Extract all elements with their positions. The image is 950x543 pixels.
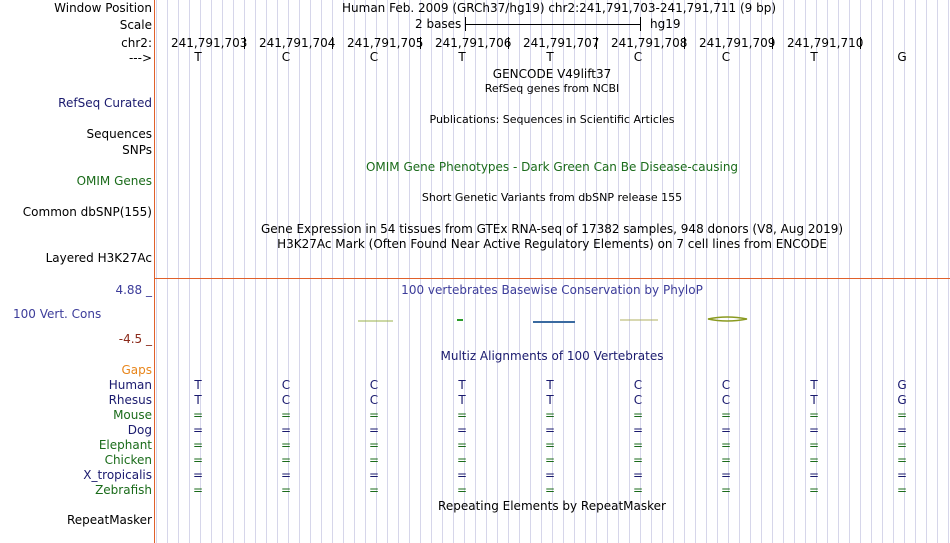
grid-line (717, 0, 718, 543)
species-label-human[interactable]: Human (108, 378, 152, 392)
refseq-subtitle[interactable]: RefSeq genes from NCBI (484, 82, 620, 95)
h3k27ac-title[interactable]: H3K27Ac Mark (Often Found Near Active Regulatory Elements) on 7 cell lines from ENCODE (277, 237, 827, 251)
alignment-base: C (369, 378, 379, 392)
grid-line (772, 0, 773, 543)
grid-line (915, 0, 916, 543)
coordinate-label: 241,791,710 (787, 36, 864, 50)
track-divider (155, 278, 950, 279)
scale-label[interactable]: Scale (119, 18, 152, 32)
alignment-base: G (897, 393, 907, 407)
species-label-mouse[interactable]: Mouse (113, 408, 152, 422)
alignment-base: C (633, 393, 643, 407)
species-label-elephant[interactable]: Elephant (98, 438, 152, 452)
alignment-base: = (456, 468, 468, 482)
alignment-base: = (632, 438, 644, 452)
grid-line (684, 0, 685, 543)
species-label-rhesus[interactable]: Rhesus (108, 393, 152, 407)
alignment-base: = (896, 483, 908, 497)
alignment-base: = (808, 483, 820, 497)
alignment-base: = (368, 453, 380, 467)
dbsnp-title[interactable]: Short Genetic Variants from dbSNP release 155 (421, 191, 683, 204)
species-label-chicken[interactable]: Chicken (104, 453, 152, 467)
grid-line (310, 0, 311, 543)
refseq-label[interactable]: RefSeq Curated (58, 96, 152, 110)
alignment-base: = (808, 438, 820, 452)
alignment-base: = (280, 438, 292, 452)
chr-label[interactable]: chr2: (121, 36, 152, 50)
alignment-base: = (896, 453, 908, 467)
alignment-base: = (368, 438, 380, 452)
alignment-base: = (632, 483, 644, 497)
alignment-base: T (458, 393, 466, 407)
alignment-base: C (281, 378, 291, 392)
grid-line (673, 0, 674, 543)
grid-line (178, 0, 179, 543)
alignment-base: T (810, 393, 818, 407)
alignment-base: = (632, 468, 644, 482)
grid-line (156, 0, 157, 543)
coordinate-label: 241,791,708 (611, 36, 688, 50)
scale-bar-right-cap (640, 17, 641, 31)
alignment-base: = (456, 408, 468, 422)
alignment-base: = (280, 483, 292, 497)
grid-line (761, 0, 762, 543)
alignment-base: = (456, 438, 468, 452)
alignment-base: = (544, 453, 556, 467)
alignment-base: = (720, 453, 732, 467)
coordinate-label: 241,791,704 (259, 36, 336, 50)
multiz-title[interactable]: Multiz Alignments of 100 Vertebrates (440, 349, 664, 363)
alignment-base: = (632, 408, 644, 422)
omim-title[interactable]: OMIM Gene Phenotypes - Dark Green Can Be Disease-causing (365, 160, 739, 174)
grid-line (332, 0, 333, 543)
species-label-zebrafish[interactable]: Zebrafish (95, 483, 152, 497)
alignment-base: = (808, 468, 820, 482)
dbsnp-label[interactable]: Common dbSNP(155) (22, 205, 152, 219)
alignment-base: = (896, 468, 908, 482)
alignment-base: = (280, 408, 292, 422)
alignment-base: = (280, 423, 292, 437)
alignment-base: = (456, 453, 468, 467)
alignment-base: = (368, 468, 380, 482)
scale-text: 2 bases (415, 17, 462, 31)
alignment-base: = (896, 423, 908, 437)
grid-line (937, 0, 938, 543)
repeat-title[interactable]: Repeating Elements by RepeatMasker (438, 499, 666, 513)
cons-label[interactable]: 100 Vert. Cons (13, 307, 102, 321)
grid-line (321, 0, 322, 543)
grid-line (882, 0, 883, 543)
reference-base: C (633, 50, 643, 64)
alignment-base: T (194, 378, 202, 392)
gaps-label[interactable]: Gaps (121, 363, 152, 377)
reference-base: G (897, 50, 907, 64)
window-position-text: Human Feb. 2009 (GRCh37/hg19) chr2:241,791,703-241,791,711 (9 bp) (342, 1, 777, 15)
alignment-base: = (368, 423, 380, 437)
reference-base: C (369, 50, 379, 64)
alignment-base: C (281, 393, 291, 407)
alignment-base: = (192, 423, 204, 437)
alignment-base: C (369, 393, 379, 407)
alignment-base: G (897, 378, 907, 392)
coordinate-label: 241,791,707 (523, 36, 600, 50)
grid-line (354, 0, 355, 543)
grid-line (695, 0, 696, 543)
publications-title[interactable]: Publications: Sequences in Scientific Articles (429, 113, 675, 126)
alignment-base: = (720, 483, 732, 497)
snps-label[interactable]: SNPs (122, 143, 152, 157)
grid-line (442, 0, 443, 543)
coordinate-label: 241,791,703 (171, 36, 248, 50)
grid-line (783, 0, 784, 543)
cons-min-label: -4.5 _ (118, 332, 152, 346)
grid-line (431, 0, 432, 543)
reference-base: T (458, 50, 466, 64)
alignment-base: T (810, 378, 818, 392)
cons-mark-5 (708, 317, 747, 321)
grid-line (629, 0, 630, 543)
grid-line (948, 0, 949, 543)
alignment-base: C (721, 393, 731, 407)
scale-bar-left-cap (465, 17, 466, 31)
alignment-base: = (280, 468, 292, 482)
alignment-base: = (456, 483, 468, 497)
grid-line (860, 0, 861, 543)
grid-line (871, 0, 872, 543)
alignment-base: = (808, 453, 820, 467)
alignment-base: = (720, 423, 732, 437)
alignment-base: = (280, 453, 292, 467)
alignment-base: = (192, 468, 204, 482)
alignment-base: = (544, 468, 556, 482)
cons-title[interactable]: 100 vertebrates Basewise Conservation by PhyloP (401, 283, 703, 297)
alignment-base: = (896, 408, 908, 422)
alignment-base: = (808, 408, 820, 422)
reference-base: C (281, 50, 291, 64)
alignment-base: = (544, 438, 556, 452)
grid-line (420, 0, 421, 543)
alignment-base: = (192, 483, 204, 497)
grid-line (805, 0, 806, 543)
alignment-base: C (633, 378, 643, 392)
alignment-base: = (720, 468, 732, 482)
grid-line (189, 0, 190, 543)
species-label-x_tropicalis[interactable]: X_tropicalis (83, 468, 152, 482)
grid-line (255, 0, 256, 543)
grid-line (266, 0, 267, 543)
grid-line (849, 0, 850, 543)
coordinate-label: 241,791,705 (347, 36, 424, 50)
grid-line (222, 0, 223, 543)
coordinate-label: 241,791,706 (435, 36, 512, 50)
alignment-base: = (192, 408, 204, 422)
grid-line (365, 0, 366, 543)
alignment-base: = (632, 423, 644, 437)
alignment-base: T (458, 378, 466, 392)
alignment-base: = (192, 453, 204, 467)
gencode-title[interactable]: GENCODE V49lift37 (492, 67, 612, 81)
alignment-base: T (546, 393, 554, 407)
window-position-label: Window Position (54, 1, 152, 15)
grid-line (343, 0, 344, 543)
alignment-base: C (721, 378, 731, 392)
grid-line (750, 0, 751, 543)
grid-line (211, 0, 212, 543)
grid-line (233, 0, 234, 543)
alignment-base: = (456, 423, 468, 437)
scale-bar (465, 24, 641, 25)
grid-line (706, 0, 707, 543)
grid-line (893, 0, 894, 543)
alignment-base: = (544, 483, 556, 497)
conservation-plot[interactable] (155, 312, 950, 328)
grid-line (926, 0, 927, 543)
repeat-label[interactable]: RepeatMasker (66, 513, 152, 527)
grid-line (167, 0, 168, 543)
gtex-title[interactable]: Gene Expression in 54 tissues from GTEx RNA-seq of 17382 samples, 948 donors (V8, Aug 2019) (260, 222, 844, 236)
alignment-base: = (544, 423, 556, 437)
h3k27ac-label[interactable]: Layered H3K27Ac (45, 251, 152, 265)
grid-line (453, 0, 454, 543)
alignment-base: = (368, 408, 380, 422)
alignment-base: = (368, 483, 380, 497)
grid-line (387, 0, 388, 543)
grid-line (739, 0, 740, 543)
grid-line (277, 0, 278, 543)
grid-line (475, 0, 476, 543)
alignment-base: = (632, 453, 644, 467)
alignment-base: = (192, 438, 204, 452)
grid-line (827, 0, 828, 543)
species-label-dog[interactable]: Dog (127, 423, 152, 437)
sequences-label[interactable]: Sequences (86, 127, 152, 141)
alignment-base: T (194, 393, 202, 407)
cons-max-label: 4.88 _ (115, 283, 152, 297)
scale-db: hg19 (650, 17, 681, 31)
omim-label[interactable]: OMIM Genes (76, 174, 152, 188)
grid-line (398, 0, 399, 543)
alignment-base: = (544, 408, 556, 422)
alignment-base: = (720, 438, 732, 452)
strand-label[interactable]: ---> (128, 51, 152, 65)
coordinate-label: 241,791,709 (699, 36, 776, 50)
alignment-base: = (896, 438, 908, 452)
alignment-base: = (720, 408, 732, 422)
grid-line (244, 0, 245, 543)
grid-line (794, 0, 795, 543)
track-area-left-border (154, 0, 155, 543)
grid-line (409, 0, 410, 543)
alignment-base: T (546, 378, 554, 392)
alignment-base: = (808, 423, 820, 437)
reference-base: T (194, 50, 202, 64)
grid-line (651, 0, 652, 543)
reference-base: C (721, 50, 731, 64)
reference-base: T (546, 50, 554, 64)
reference-base: T (810, 50, 818, 64)
grid-line (838, 0, 839, 543)
grid-line (662, 0, 663, 543)
grid-line (299, 0, 300, 543)
